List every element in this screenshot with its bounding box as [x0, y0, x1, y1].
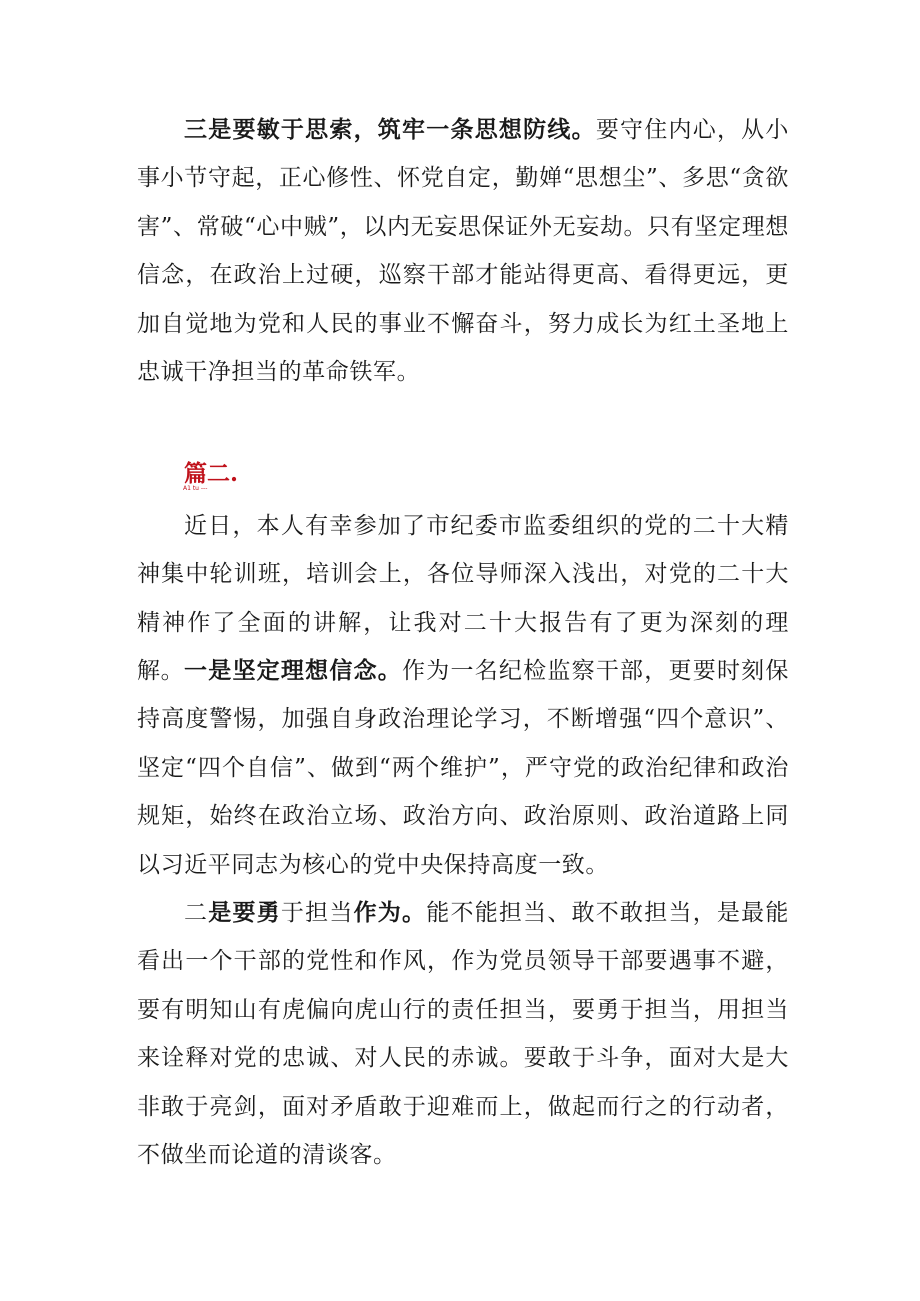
paragraph-body: 要守住内心，从小事小节守起，正心修性、怀党自定，勤婵“思想尘”、多思“贪欲害”、常破“心中贼”，以内无妄思保证外无妄劫。只有坚定理想信念，在政治上过硬，巡察干部才能站得更高、看得更远，更加自觉地为党和人民的事业不懈奋斗，努力成长为红土圣地上忠诚干净担当的革命铁军。: [137, 117, 789, 386]
paragraph-lead: 三是要敏于思索，筑牢一条思想防线。: [184, 116, 596, 143]
paragraph-yi-shi: [137, 647, 789, 889]
paragraph-body: 能不能担当、敢不敢担当，是最能看出一个干部的党性和作风，作为党员领导干部要遇事不避，要有明知山有虎偏向虎山行的责任担当，要勇于担当，用担当来诠释对党的忠诚、对人民的赤诚。要敢于斗争，面对大是大非敢于亮剑，面对矛盾敢于迎难而上，做起而行之的行动者，不做坐而论道的清谈客。: [137, 900, 789, 1169]
paragraph-er-shi: [137, 889, 789, 1179]
paragraph-lead-b: 是要勇: [208, 899, 281, 926]
paragraph-lead-d: 作为。: [353, 899, 427, 926]
paragraph-san-shi: [137, 106, 789, 396]
paragraph-lead-c: 于担当: [280, 900, 354, 926]
paragraph-lead-a: 二: [184, 900, 209, 926]
paragraph-lead: 一是坚定理想信念。: [184, 657, 403, 684]
paragraph-body: 近日，本人有幸参加了市纪委市监委组织的党的二十大精神集中轮训班，培训会上，各位导师深入浅出，对党的二十大精神作了全面的讲解，让我对二十大报告有了更为深刻的理解。: [137, 513, 789, 685]
paragraph-body: 作为一名纪检监察干部，更要时刻保持高度警惕，加强自身政治理论学习，不断增强“四个意识”、坚定“四个自信”、做到“两个维护”，严守党的政治纪律和政治规矩，始终在政治立场、政治方向、政治原则、政治道路上同以习近平同志为核心的党中央保持高度一致。: [137, 658, 789, 878]
section-heading: 篇二.: [184, 460, 239, 487]
section-heading-underline: A1 tu ---: [183, 485, 208, 492]
